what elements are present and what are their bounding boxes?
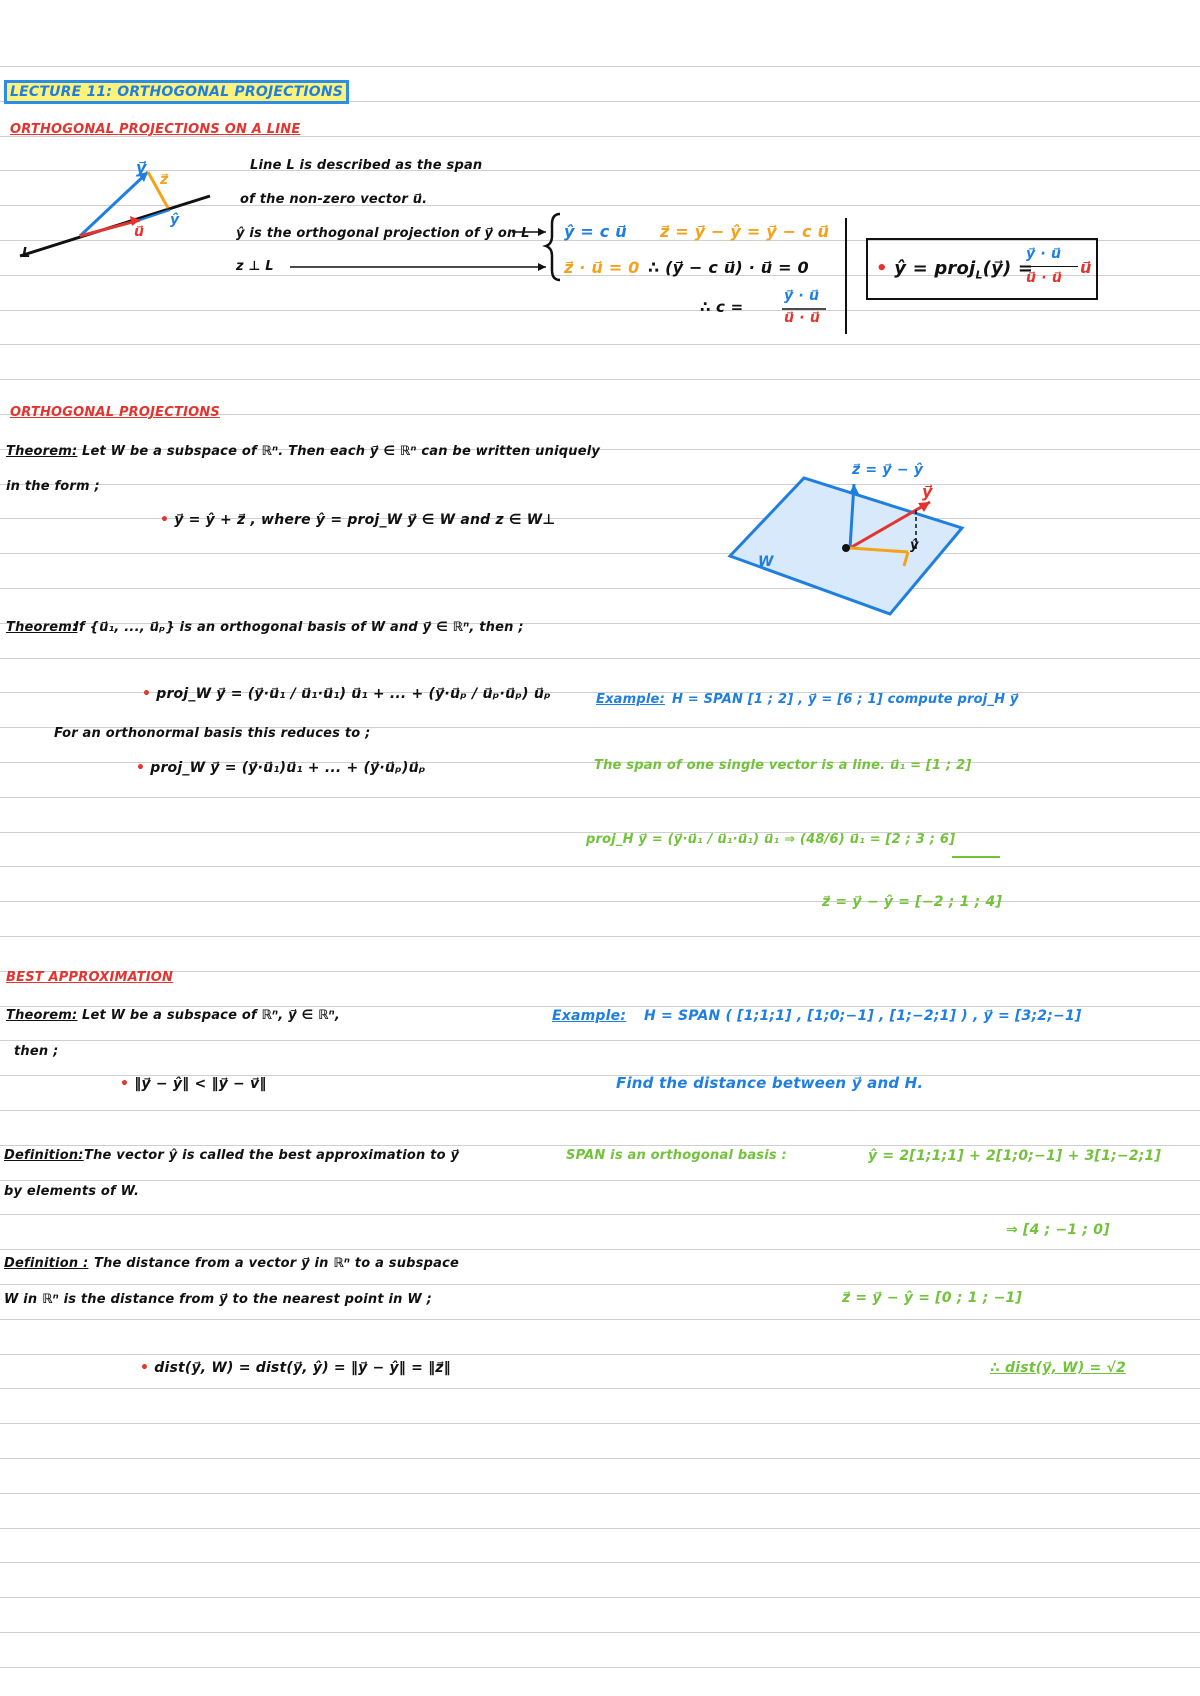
lecture-title: LECTURE 11: ORTHOGONAL PROJECTIONS: [10, 84, 344, 100]
example1-line3: z⃗ = y⃗ − ŷ = [−2 ; 1 ; 4]: [822, 894, 1003, 910]
system-eq3-denominator: u⃗ · u⃗: [784, 310, 820, 326]
orthonormal-note: For an orthonormal basis this reduces to ;: [54, 726, 371, 741]
definition1-text: The vector ŷ is called the best approximation to y⃗: [84, 1148, 460, 1163]
best-approx-inequality: • ‖y⃗ − ŷ‖ < ‖y⃗ − v⃗‖: [120, 1076, 267, 1092]
example2-statement: H = SPAN ( [1;1;1] , [1;0;−1] , [1;−2;1] ) , y⃗ = [3;2;−1]: [644, 1008, 1082, 1024]
best-approx-theorem-text-2: then ;: [14, 1044, 59, 1059]
system-eq3-numerator: y⃗ · u⃗: [784, 288, 820, 304]
example2-line1: SPAN is an orthogonal basis :: [566, 1148, 787, 1163]
definition1-text-2: by elements of W.: [4, 1184, 140, 1199]
decomposition-formula: • y⃗ = ŷ + z⃗ , where ŷ = proj_W y⃗ ∈ W and z ∈ W⊥: [160, 512, 556, 528]
plane-label-y: y⃗: [922, 482, 933, 501]
example2-label: Example:: [552, 1008, 627, 1024]
example1-underline: [952, 856, 1000, 858]
label-z-vector: z⃗: [160, 172, 169, 188]
system-eq1-left: ŷ = c u⃗: [564, 222, 627, 241]
example1-statement: H = SPAN [1 ; 2] , y⃗ = [6 ; 1] compute proj_H y⃗: [672, 692, 1019, 707]
orthonormal-projection-formula: • proj_W y⃗ = (y⃗·u⃗₁)u⃗₁ + ... + (y⃗·u⃗ₚ)u⃗ₚ: [136, 760, 426, 776]
distance-formula: • dist(y⃗, W) = dist(y⃗, ŷ) = ‖y⃗ − ŷ‖ = ‖z⃗‖: [140, 1360, 451, 1376]
system-eq2-left: z⃗ · u⃗ = 0: [564, 258, 640, 277]
theorem2-label: Theorem:: [6, 620, 78, 635]
example2-answer: ∴ dist(y⃗, W) = √2: [990, 1360, 1126, 1376]
example1-label: Example:: [596, 692, 665, 707]
theorem-label: Theorem:: [6, 444, 78, 459]
example2-yhat: ŷ = 2[1;1;1] + 2[1;0;−1] + 3[1;−2;1]: [868, 1148, 1162, 1164]
orthogonality-statement: z ⊥ L: [236, 259, 274, 274]
example2-z: z⃗ = y⃗ − ŷ = [0 ; 1 ; −1]: [842, 1290, 1023, 1306]
label-y-vector: y⃗: [136, 158, 147, 177]
boxed-formula-numerator: y⃗ · u⃗: [1026, 246, 1062, 262]
section-heading-orthogonal-projections: ORTHOGONAL PROJECTIONS: [10, 405, 220, 420]
example2-result: ⇒ [4 ; −1 ; 0]: [1006, 1222, 1110, 1238]
example1-line1: The span of one single vector is a line. u⃗₁ = [1 ; 2]: [594, 758, 972, 773]
theorem-text: Let W be a subspace of ℝⁿ. Then each y⃗ ∈ ℝⁿ can be written uniquely: [82, 444, 601, 459]
system-eq2-right: ∴ (y⃗ − c u⃗) · u⃗ = 0: [648, 258, 809, 277]
system-eq3: ∴ c =: [700, 298, 744, 316]
system-eq1-right: z⃗ = y⃗ − ŷ = y⃗ − c u⃗: [660, 222, 830, 241]
label-line-L: L: [22, 246, 31, 261]
best-approx-theorem-label: Theorem:: [6, 1008, 78, 1023]
label-u-vector: u⃗: [134, 224, 145, 240]
example1-line2: proj_H y⃗ = (y⃗·u⃗₁ / u⃗₁·u⃗₁) u⃗₁ ⇒ (48/6) u⃗₁ = [2 ; 3 ; 6]: [586, 832, 956, 847]
section-heading-projection-on-line: ORTHOGONAL PROJECTIONS ON A LINE: [10, 122, 301, 137]
definition1-label: Definition:: [4, 1148, 84, 1163]
theorem-text-2: in the form ;: [6, 479, 100, 494]
theorem2-text: If {u⃗₁, ..., u⃗ₚ} is an orthogonal basis of W and y⃗ ∈ ℝⁿ, then ;: [74, 620, 524, 635]
plane-label-z: z⃗ = y⃗ − ŷ: [852, 462, 924, 478]
label-yhat: ŷ: [170, 212, 180, 228]
projection-sum-formula: • proj_W y⃗ = (y⃗·u⃗₁ / u⃗₁·u⃗₁) u⃗₁ + ... + (y⃗·u⃗ₚ / u⃗ₚ·u⃗ₚ) u⃗ₚ: [142, 686, 551, 702]
definition2-text: The distance from a vector y⃗ in ℝⁿ to a subspace: [94, 1256, 460, 1271]
best-approx-theorem-text: Let W be a subspace of ℝⁿ, y⃗ ∈ ℝⁿ,: [82, 1008, 340, 1023]
line-definition-text: Line L is described as the span: [250, 158, 483, 173]
boxed-formula-left: • ŷ = proj$_L$(y⃗) =: [876, 258, 1034, 282]
definition2-label: Definition :: [4, 1256, 89, 1271]
projection-statement: ŷ is the orthogonal projection of y⃗ on L: [236, 226, 530, 241]
boxed-formula-tail: u⃗: [1080, 258, 1092, 277]
line-definition-text-2: of the non-zero vector u⃗.: [240, 192, 428, 207]
example2-task: Find the distance between y⃗ and H.: [616, 1074, 924, 1092]
definition2-text-2: W in ℝⁿ is the distance from y⃗ to the nearest point in W ;: [4, 1292, 432, 1307]
boxed-formula-denominator: u⃗ · u⃗: [1026, 270, 1062, 286]
plane-label-W: W: [758, 554, 774, 570]
section-heading-best-approximation: BEST APPROXIMATION: [6, 970, 174, 985]
plane-label-yhat: ŷ: [910, 538, 919, 553]
